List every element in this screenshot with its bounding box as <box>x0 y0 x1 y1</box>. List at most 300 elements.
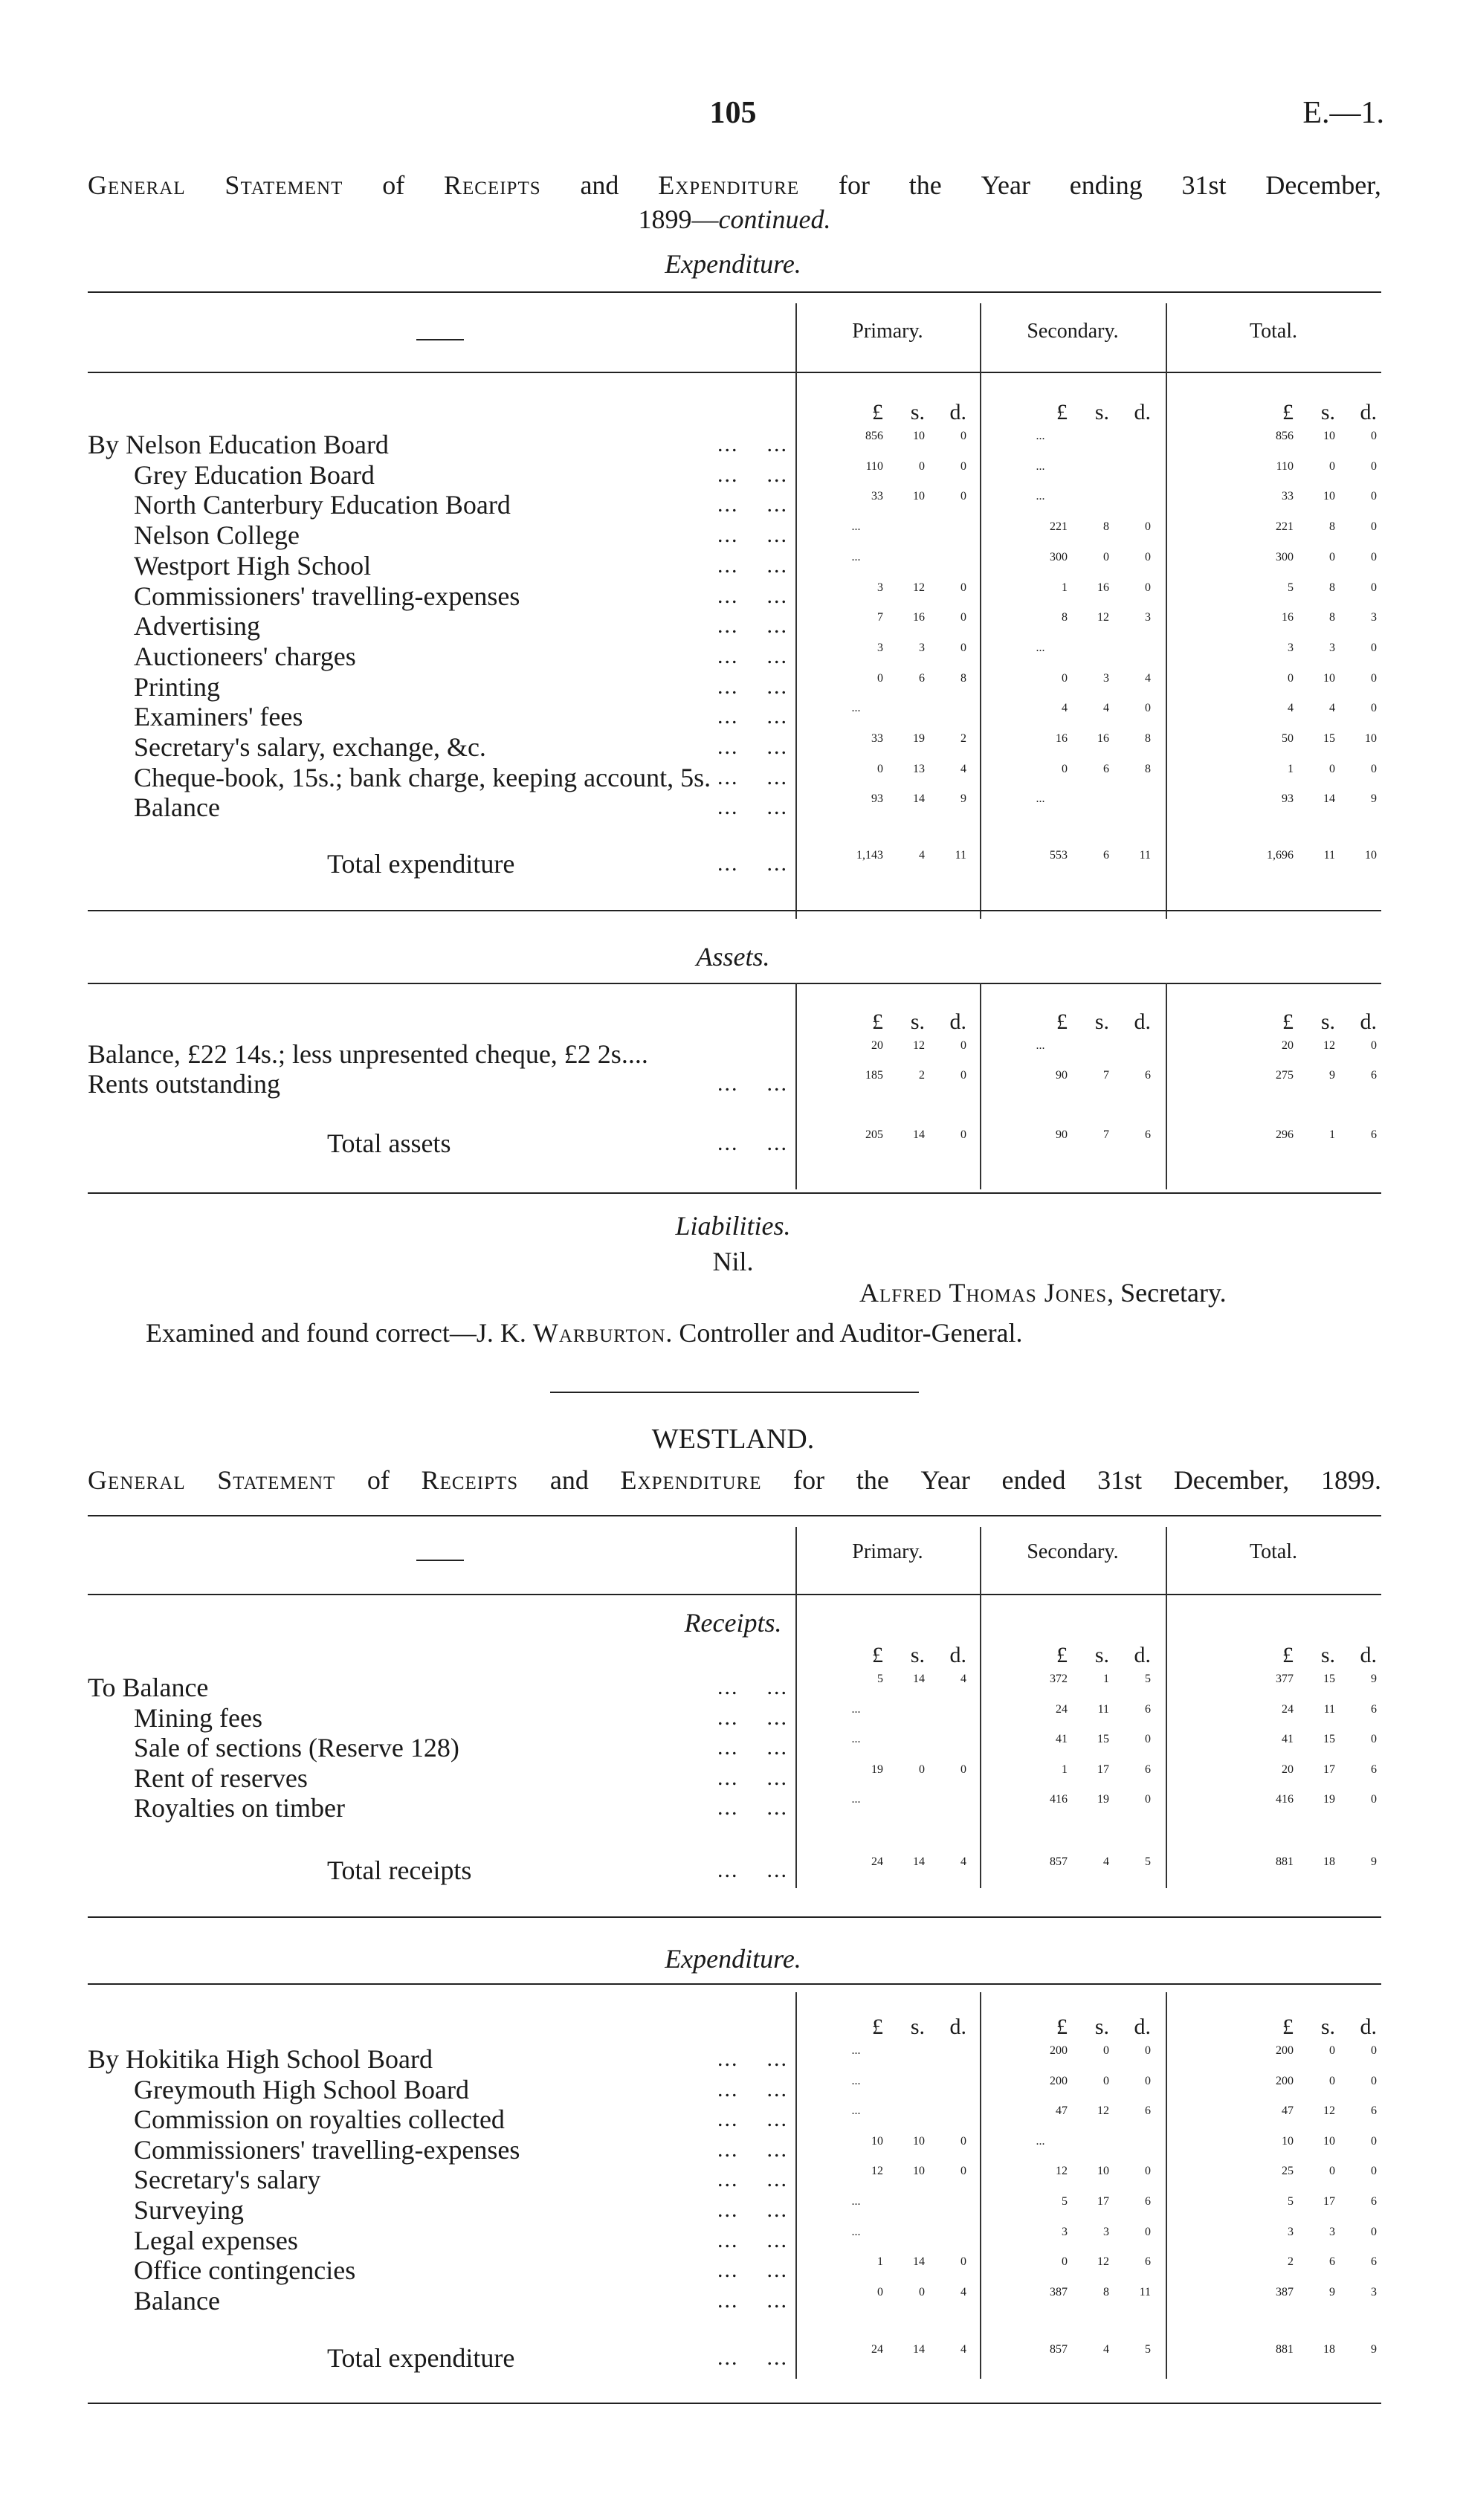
title-word: Statement <box>217 1465 336 1495</box>
secondary-amount <box>987 2226 1151 2239</box>
leader-dots: ... ... <box>717 2046 788 2071</box>
row-label: Cheque-book, 15s.; bank charge, keeping account, 5s. <box>134 762 711 792</box>
secondary-amount-shillings: 12 <box>1097 611 1109 624</box>
total-amount-pence: 6 <box>1371 1763 1377 1776</box>
primary-amount-pence: 2 <box>960 732 966 745</box>
title-word: and <box>580 170 619 200</box>
row-label: Sale of sections (Reserve 128) <box>134 1733 459 1763</box>
primary-amount <box>803 732 966 746</box>
row-label: Examiners' fees <box>134 702 303 732</box>
row-label: Balance <box>134 792 220 823</box>
section-divider <box>550 1392 919 1393</box>
total-amount-pounds: 300 <box>1276 550 1294 563</box>
column-header-secondary: Secondary. <box>1027 1540 1119 1563</box>
unit-label: d. <box>1360 2015 1377 2039</box>
leader-dots: ... ... <box>717 2227 788 2252</box>
secondary-amount-shillings <box>1094 792 1123 806</box>
primary-amount-pounds: 0 <box>877 2285 883 2298</box>
table-bottom-rule <box>88 2403 1381 2404</box>
total-amount-pence: 6 <box>1371 2195 1377 2208</box>
total-amount-pence: 3 <box>1371 611 1377 624</box>
primary-amount-shillings <box>909 2044 938 2058</box>
leader-dots: ... ... <box>717 1858 788 1882</box>
primary-amount-pounds: 12 <box>871 2165 883 2178</box>
primary-amount-shillings: 0 <box>919 1763 925 1776</box>
total-amount-pence: 0 <box>1371 641 1377 654</box>
total-amount-pence: 10 <box>1365 849 1377 862</box>
primary-amount <box>803 1673 966 1686</box>
total-amount <box>1213 2343 1377 2356</box>
secondary-amount-shillings <box>1094 430 1123 443</box>
secondary-amount <box>987 581 1151 595</box>
total-amount <box>1213 1855 1377 1869</box>
primary-amount <box>803 430 966 443</box>
title-word: December, <box>1173 1465 1290 1495</box>
primary-amount-pounds: 1 <box>877 2255 883 2269</box>
primary-amount-pence: 0 <box>960 641 966 654</box>
primary-amount <box>803 2286 966 2299</box>
total-amount-shillings: 15 <box>1323 732 1335 745</box>
total-amount-pounds: 16 <box>1282 611 1294 624</box>
assets-top-rule <box>88 983 1381 984</box>
secondary-amount-pounds: 3 <box>1062 2225 1068 2238</box>
primary-amount-pounds: ... <box>851 2195 861 2208</box>
unit-label: £ <box>872 1643 883 1667</box>
secretary-name: Alfred Thomas Jones <box>859 1278 1108 1308</box>
total-amount-shillings: 9 <box>1329 1069 1335 1082</box>
primary-amount <box>803 2226 966 2239</box>
primary-amount-pounds: 33 <box>871 732 883 745</box>
secondary-amount-pence: 8 <box>1145 762 1151 775</box>
secondary-amount <box>987 2255 1151 2269</box>
total-amount <box>1213 732 1377 746</box>
primary-amount-pence: 0 <box>960 490 966 503</box>
secondary-amount-pence: 6 <box>1145 2255 1151 2269</box>
secondary-amount-shillings: 3 <box>1103 671 1109 685</box>
leader-dots: ... ... <box>717 673 788 699</box>
secondary-amount-pounds: 857 <box>1050 2343 1068 2356</box>
secondary-amount-shillings: 1 <box>1103 1673 1109 1685</box>
unit-label: d. <box>949 400 966 424</box>
primary-amount <box>803 1128 966 1142</box>
primary-amount <box>803 1703 966 1716</box>
total-amount-shillings: 9 <box>1329 2285 1335 2298</box>
leader-dots: ... ... <box>717 2197 788 2222</box>
secondary-amount-shillings <box>1094 1039 1123 1053</box>
total-amount <box>1213 642 1377 655</box>
secondary-amount-pounds: 90 <box>1056 1128 1068 1141</box>
secondary-amount-pounds: 0 <box>1062 762 1068 775</box>
currency-units <box>987 2015 1151 2040</box>
title-word: December, <box>1265 170 1381 200</box>
leader-dots: ... ... <box>717 462 788 487</box>
assets-heading: Assets. <box>696 942 770 972</box>
total-amount-pounds: 856 <box>1276 430 1294 442</box>
column-header-primary: Primary. <box>852 320 923 343</box>
primary-amount-shillings <box>909 702 938 715</box>
primary-amount-pounds: 110 <box>865 459 883 473</box>
row-label: Mining fees <box>134 1702 262 1733</box>
header-bottom-rule <box>88 1594 1381 1595</box>
total-amount-pence: 0 <box>1371 1733 1377 1745</box>
total-amount-pence: 9 <box>1371 2343 1377 2356</box>
primary-amount-pounds: ... <box>851 1733 861 1745</box>
total-amount <box>1213 2255 1377 2269</box>
primary-amount-pence: 0 <box>960 430 966 442</box>
secondary-amount <box>987 611 1151 624</box>
title-word: the <box>908 170 942 200</box>
total-amount-pence: 0 <box>1371 430 1377 442</box>
unit-label: £ <box>1282 2015 1294 2039</box>
title-word: Receipts <box>421 1465 519 1495</box>
total-amount-pounds: 0 <box>1288 671 1294 685</box>
primary-amount-pence: 9 <box>960 792 966 806</box>
primary-amount-pence: 0 <box>960 2134 966 2148</box>
total-amount-shillings: 8 <box>1329 611 1335 624</box>
secondary-amount-shillings: 8 <box>1103 520 1109 534</box>
row-label: Auctioneers' charges <box>134 641 356 671</box>
primary-amount-shillings <box>909 2104 938 2118</box>
row-label: Legal expenses <box>134 2225 298 2255</box>
primary-amount-pence <box>938 1793 967 1806</box>
dash-header <box>416 1554 464 1567</box>
primary-amount <box>803 1733 966 1746</box>
secondary-amount-pence: 5 <box>1145 2343 1151 2356</box>
unit-label: d. <box>1360 400 1377 424</box>
primary-amount-pence: 0 <box>960 2165 966 2178</box>
primary-amount-pounds: ... <box>851 2044 861 2057</box>
secondary-amount <box>987 460 1151 474</box>
total-amount <box>1213 430 1377 443</box>
total-amount <box>1213 702 1377 715</box>
total-amount <box>1213 2165 1377 2178</box>
secondary-amount-pence <box>1123 430 1152 443</box>
column-header-total: Total. <box>1249 320 1298 343</box>
secondary-amount-shillings: 11 <box>1097 1702 1109 1716</box>
secondary-amount-shillings <box>1094 490 1123 503</box>
secondary-amount-pounds: 372 <box>1050 1673 1068 1685</box>
primary-amount-pence <box>938 551 967 564</box>
leader-dots: ... ... <box>717 2258 788 2283</box>
primary-amount-pounds: ... <box>851 2225 861 2238</box>
primary-amount-pounds: 93 <box>871 792 883 806</box>
total-amount-shillings: 0 <box>1329 2044 1335 2057</box>
row-label: North Canterbury Education Board <box>134 490 511 520</box>
currency-units <box>1213 1643 1377 1668</box>
primary-amount <box>803 2135 966 2148</box>
total-amount-shillings: 0 <box>1329 2165 1335 2178</box>
total-amount-shillings: 14 <box>1323 792 1335 806</box>
currency-units <box>803 1643 966 1668</box>
total-amount-pence: 0 <box>1371 2134 1377 2148</box>
currency-units <box>987 1009 1151 1035</box>
leader-dots: ... ... <box>717 704 788 729</box>
secondary-amount-pence: 0 <box>1145 2165 1151 2178</box>
secondary-amount-pounds: 41 <box>1056 1733 1068 1745</box>
title-word: for <box>793 1465 825 1495</box>
leader-dots: ... ... <box>717 552 788 578</box>
secondary-amount-pence: 6 <box>1145 2195 1151 2208</box>
primary-amount-pounds: 19 <box>871 1763 883 1776</box>
total-amount-shillings: 18 <box>1323 2343 1335 2356</box>
primary-amount <box>803 520 966 534</box>
total-amount <box>1213 763 1377 776</box>
secondary-amount <box>987 2104 1151 2118</box>
secondary-amount <box>987 702 1151 715</box>
secondary-amount-pence <box>1123 642 1152 655</box>
currency-units <box>987 400 1151 425</box>
leader-dots: ... ... <box>717 643 788 668</box>
total-amount-pounds: 881 <box>1276 2343 1294 2356</box>
total-amount-pounds: 25 <box>1282 2165 1294 2178</box>
secondary-amount-pounds: 221 <box>1050 520 1068 534</box>
secondary-amount-shillings: 15 <box>1097 1733 1109 1745</box>
secondary-amount-pounds: ... <box>1036 459 1045 473</box>
liabilities-value: Nil. <box>712 1247 754 1276</box>
secondary-amount-shillings: 4 <box>1103 2343 1109 2356</box>
primary-amount-pence: 4 <box>960 1673 966 1685</box>
primary-amount <box>803 2255 966 2269</box>
total-amount-shillings: 0 <box>1329 550 1335 563</box>
total-amount <box>1213 1793 1377 1806</box>
primary-amount <box>803 551 966 564</box>
unit-label: £ <box>872 400 883 424</box>
total-amount <box>1213 1733 1377 1746</box>
statement-title-2 <box>88 1463 1381 1497</box>
total-amount-pence: 0 <box>1371 581 1377 594</box>
title-word: and <box>549 1465 589 1495</box>
primary-amount-pence: 4 <box>960 2285 966 2298</box>
primary-amount-pounds: 185 <box>865 1069 883 1082</box>
primary-amount-pence: 8 <box>960 671 966 685</box>
total-amount-pounds: 5 <box>1288 581 1294 594</box>
total-amount-pence: 0 <box>1371 671 1377 685</box>
secondary-amount-pence <box>1123 1039 1152 1053</box>
total-amount-shillings: 15 <box>1323 1673 1335 1685</box>
total-amount-pounds: 377 <box>1276 1673 1294 1685</box>
primary-amount <box>803 2165 966 2178</box>
secondary-amount-shillings: 17 <box>1097 1763 1109 1776</box>
secretary-role: , Secretary. <box>1107 1278 1227 1308</box>
leader-dots: ... ... <box>717 1071 788 1096</box>
primary-amount-shillings: 4 <box>919 849 925 862</box>
row-label: Grey Education Board <box>134 459 375 490</box>
secondary-amount-shillings: 6 <box>1103 762 1109 775</box>
total-amount <box>1213 2286 1377 2299</box>
title-word: ended <box>1001 1465 1066 1495</box>
primary-amount-pence <box>938 1733 967 1746</box>
leader-dots: ... ... <box>717 2167 788 2192</box>
primary-amount-pence <box>938 1703 967 1716</box>
primary-amount-shillings: 19 <box>913 732 925 745</box>
secondary-amount-pounds: 1 <box>1062 581 1068 594</box>
unit-label: s. <box>1320 400 1335 424</box>
primary-amount-shillings: 16 <box>913 611 925 624</box>
total-amount-pounds: 110 <box>1276 459 1294 473</box>
total-amount-pence: 0 <box>1371 1039 1377 1052</box>
secondary-amount-pounds: 387 <box>1050 2285 1068 2298</box>
secondary-amount <box>987 2135 1151 2148</box>
secondary-amount-pounds: 8 <box>1062 611 1068 624</box>
total-amount-pounds: 24 <box>1282 1702 1294 1716</box>
total-amount <box>1213 2075 1377 2088</box>
secondary-amount-pence: 0 <box>1145 2044 1151 2057</box>
unit-label: s. <box>1094 1009 1109 1034</box>
secondary-amount <box>987 642 1151 655</box>
secondary-amount-pounds: 553 <box>1050 849 1068 862</box>
total-amount-shillings: 10 <box>1323 671 1335 685</box>
row-label: Advertising <box>134 611 260 642</box>
secondary-amount <box>987 2075 1151 2088</box>
total-amount-pounds: 2 <box>1288 2255 1294 2269</box>
row-label: Royalties on timber <box>134 1793 345 1823</box>
total-amount <box>1213 460 1377 474</box>
leader-dots: ... ... <box>717 2287 788 2313</box>
total-label: Total expenditure <box>327 849 515 879</box>
total-amount-shillings: 8 <box>1329 520 1335 534</box>
total-amount-pence: 0 <box>1371 490 1377 503</box>
secondary-amount-pence: 0 <box>1145 1733 1151 1745</box>
secondary-amount-shillings: 4 <box>1103 1855 1109 1868</box>
secondary-amount-shillings: 19 <box>1097 1793 1109 1806</box>
primary-amount-pounds: 3 <box>877 581 883 594</box>
secondary-amount <box>987 490 1151 503</box>
title-word: Expenditure <box>658 170 800 200</box>
secondary-amount-pounds: 857 <box>1050 1855 1068 1868</box>
total-amount-shillings: 12 <box>1323 2104 1335 2118</box>
unit-label: s. <box>910 1009 925 1034</box>
secondary-amount-pounds: 5 <box>1062 2195 1068 2208</box>
secondary-amount <box>987 1673 1151 1686</box>
primary-amount <box>803 490 966 503</box>
primary-amount-pence: 11 <box>955 849 966 862</box>
row-label: By Nelson Education Board <box>88 430 389 459</box>
total-amount-shillings: 11 <box>1323 849 1335 862</box>
primary-amount-pence: 0 <box>960 611 966 624</box>
total-amount-pounds: 1 <box>1288 762 1294 775</box>
secondary-amount <box>987 1039 1151 1053</box>
total-amount <box>1213 2104 1377 2118</box>
table-top-rule <box>88 291 1381 293</box>
primary-amount <box>803 2343 966 2356</box>
total-amount-pence: 6 <box>1371 1702 1377 1716</box>
secondary-amount-pence <box>1123 792 1152 806</box>
title-word: General <box>88 170 186 200</box>
primary-amount-shillings <box>909 2075 938 2088</box>
secondary-amount-shillings: 17 <box>1097 2195 1109 2208</box>
primary-amount-pence: 0 <box>960 1039 966 1052</box>
total-amount-pence: 0 <box>1371 2044 1377 2057</box>
title-word: 1899. <box>1320 1465 1381 1495</box>
table-rule <box>88 910 1381 911</box>
primary-amount-pence <box>938 2226 967 2239</box>
primary-amount-shillings: 10 <box>913 490 925 503</box>
total-amount-pounds: 93 <box>1282 792 1294 806</box>
secondary-amount-pounds: 200 <box>1050 2074 1068 2087</box>
secondary-amount-shillings <box>1094 2135 1123 2148</box>
auditor-name: Warburton <box>532 1318 666 1348</box>
primary-amount-shillings: 12 <box>913 1039 925 1052</box>
leader-dots: ... ... <box>717 764 788 789</box>
title-word: 31st <box>1181 170 1227 200</box>
secondary-amount-pence: 0 <box>1145 581 1151 594</box>
total-amount-pounds: 20 <box>1282 1763 1294 1776</box>
primary-amount-shillings <box>909 520 938 534</box>
secondary-amount-shillings: 0 <box>1103 2074 1109 2087</box>
primary-amount-pounds: ... <box>851 550 861 563</box>
secondary-amount-pence: 6 <box>1145 1128 1151 1141</box>
row-label: Balance <box>134 2285 220 2316</box>
total-amount-pounds: 1,696 <box>1267 849 1294 862</box>
currency-units <box>803 400 966 425</box>
unit-label: £ <box>1056 2015 1068 2039</box>
currency-units <box>803 2015 966 2040</box>
primary-amount-shillings: 6 <box>919 671 925 685</box>
total-amount-pounds: 881 <box>1276 1855 1294 1868</box>
row-label: Office contingencies <box>134 2255 356 2286</box>
secondary-amount-shillings: 16 <box>1097 732 1109 745</box>
secondary-amount-pounds: 90 <box>1056 1069 1068 1082</box>
unit-label: £ <box>1282 400 1294 424</box>
primary-amount-shillings: 14 <box>913 792 925 806</box>
total-amount-pounds: 50 <box>1282 732 1294 745</box>
total-amount <box>1213 672 1377 685</box>
total-amount-pounds: 5 <box>1288 2195 1294 2208</box>
secondary-amount <box>987 2286 1151 2299</box>
row-label: By Hokitika High School Board <box>88 2044 433 2074</box>
unit-label: s. <box>910 400 925 424</box>
secondary-amount <box>987 1069 1151 1082</box>
primary-amount <box>803 763 966 776</box>
unit-label: d. <box>949 1009 966 1034</box>
primary-amount <box>803 849 966 862</box>
total-amount-shillings: 19 <box>1323 1793 1335 1806</box>
primary-amount-pounds: ... <box>851 1793 861 1806</box>
row-label: Printing <box>134 671 221 702</box>
row-label: Nelson College <box>134 520 300 551</box>
primary-amount-pence <box>938 2044 967 2058</box>
title-word: 31st <box>1097 1465 1143 1495</box>
leader-dots: ... ... <box>717 851 788 876</box>
primary-amount-pounds: 856 <box>865 430 883 442</box>
title-word: Statement <box>225 170 343 200</box>
secondary-amount-shillings: 8 <box>1103 2285 1109 2298</box>
primary-amount-pounds: 24 <box>871 1855 883 1868</box>
primary-amount-pence: 4 <box>960 2343 966 2356</box>
leader-dots: ... ... <box>717 523 788 548</box>
total-amount-shillings: 0 <box>1329 762 1335 775</box>
total-amount <box>1213 611 1377 624</box>
total-amount <box>1213 1673 1377 1686</box>
row-label: Greymouth High School Board <box>134 2074 469 2104</box>
secondary-amount-pounds: 200 <box>1050 2044 1068 2057</box>
secondary-amount <box>987 1733 1151 1746</box>
secondary-amount <box>987 2165 1151 2178</box>
primary-amount-pounds: 0 <box>877 762 883 775</box>
secondary-amount-pounds: 16 <box>1056 732 1068 745</box>
currency-units <box>1213 400 1377 425</box>
row-label: Rents outstanding <box>88 1069 280 1099</box>
unit-label: s. <box>910 2015 925 2039</box>
total-amount <box>1213 520 1377 534</box>
secondary-amount <box>987 1703 1151 1716</box>
secondary-amount-pence: 6 <box>1145 1702 1151 1716</box>
secondary-amount-pounds: 12 <box>1056 2165 1068 2178</box>
primary-amount-pounds: ... <box>851 702 861 715</box>
secondary-amount-pence <box>1123 2135 1152 2148</box>
leader-dots: ... ... <box>717 432 788 456</box>
secondary-amount <box>987 763 1151 776</box>
